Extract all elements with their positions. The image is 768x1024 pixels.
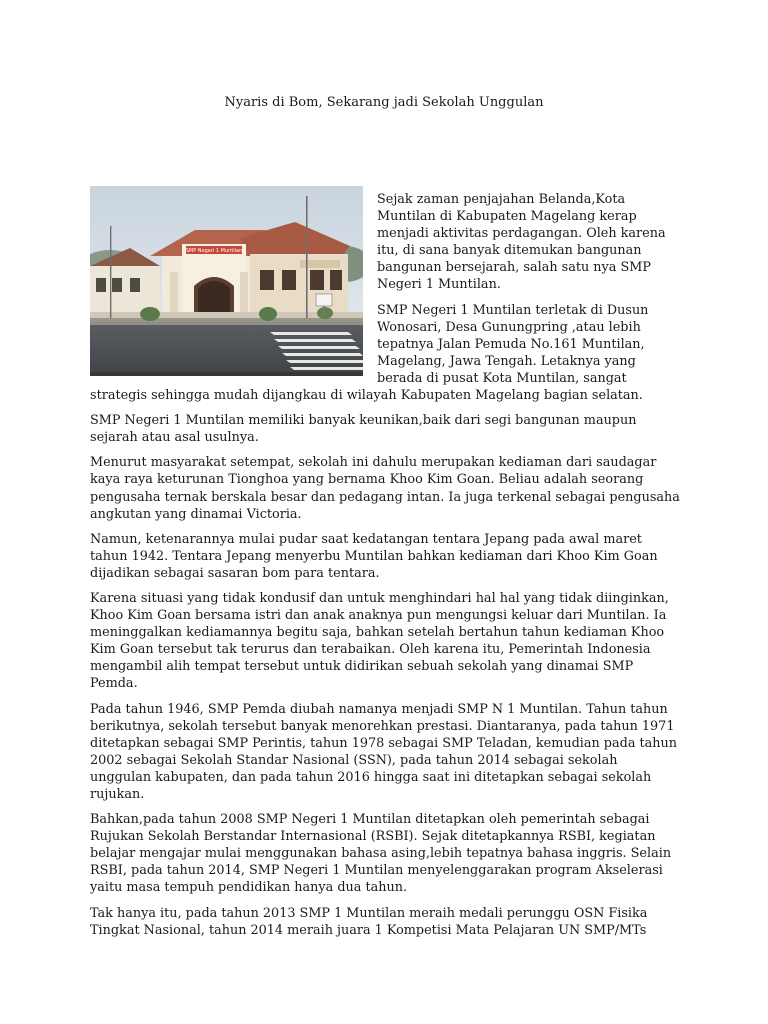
article-body (90, 191, 680, 947)
paragraph: Menurut masyarakat setempat, sekolah ini dahulu merupakan kediaman dari saudagar kaya raya keturunan Tionghoa yang bernama Khoo Kim Goan. Beliau adalah seorang pengusaha ternak berskala besar dan pedagang intan. Ia juga terkenal sebagai pengusaha angkutan yang dinamai Victoria. (90, 455, 680, 522)
article-title: Nyaris di Bom, Sekarang jadi Sekolah Unggulan (224, 95, 544, 110)
paragraph: Namun, ketenarannya mulai pudar saat kedatangan tentara Jepang pada awal maret tahun 1942. Tentara Jepang menyerbu Muntilan bahkan kediaman dari Khoo Kim Goan dijadikan sebagai sasaran bom para tentara. (90, 531, 658, 581)
paragraph: Bahkan,pada tahun 2008 SMP Negeri 1 Muntilan ditetapkan oleh pemerintah sebagai Rujukan Sekolah Berstandar Internasional (RSBI). Sejak ditetapkannya RSBI, kegiatan belajar mengajar mulai menggunakan bahasa asing,lebih tepatnya bahasa inggris. Selain RSBI, pada tahun 2014, SMP Negeri 1 Muntilan menyelenggarakan program Akselerasi yaitu masa tempuh pendidikan hanya dua tahun. (90, 812, 672, 896)
paragraph: SMP Negeri 1 Muntilan memiliki banyak keunikan,baik dari segi bangunan maupun sejarah atau asal usulnya. (90, 413, 637, 446)
paragraph: Sejak zaman penjajahan Belanda,Kota Muntilan di Kabupaten Magelang kerap menjadi aktivitas perdagangan. Oleh karena itu, di sana banyak ditemukan bangunan bangunan bersejarah, salah satu nya SMP Negeri 1 Muntilan. (377, 192, 666, 293)
paragraph: Pada tahun 1946, SMP Pemda diubah namanya menjadi SMP N 1 Muntilan. Tahun tahun berikutnya, sekolah tersebut banyak menorehkan prestasi. Diantaranya, pada tahun 1971 ditetapkan sebagai SMP Perintis, tahun 1978 sebagai SMP Teladan, kemudian pada tahun 2002 sebagai Sekolah Standar Nasional (SSN), pada tahun 2014 sebagai sekolah unggulan kabupaten, dan pada tahun 2016 hingga saat ini ditetapkan sebagai sekolah rujukan. (90, 701, 678, 802)
paragraph: SMP Negeri 1 Muntilan terletak di Dusun Wonosari, Desa Gunungpring ,atau lebih tepatnya Jalan Pemuda No.161 Muntilan, Magelang, Jawa Tengah. Letaknya yang berada di pusat Kota Muntilan, sangat strategis sehingga mudah dijangkau di wilayah Kabupaten Magelang bagian selatan. (90, 302, 649, 404)
paragraph: Karena situasi yang tidak kondusif dan untuk menghindari hal hal yang tidak diinginkan, Khoo Kim Goan bersama istri dan anak anaknya pun mengungsi keluar dari Muntilan. Ia meninggalkan kediamannya begitu saja, bahkan setelah bertahun tahun kediaman Khoo Kim Goan tersebut tak terurus dan terabaikan. Oleh karena itu, Pemerintah Indonesia mengambil alih tempat tersebut untuk didirikan sebuah sekolah yang dinamai SMP Pemda. (90, 590, 669, 692)
school-building-photo (90, 186, 363, 376)
paragraph: Tak hanya itu, pada tahun 2013 SMP 1 Muntilan meraih medali perunggu OSN Fisika Tingkat Nasional, tahun 2014 meraih juara 1 Kompetisi Mata Pelajaran UN SMP/MTs (90, 905, 648, 938)
building-sign: SMP Negeri 1 Muntilan (185, 248, 243, 254)
